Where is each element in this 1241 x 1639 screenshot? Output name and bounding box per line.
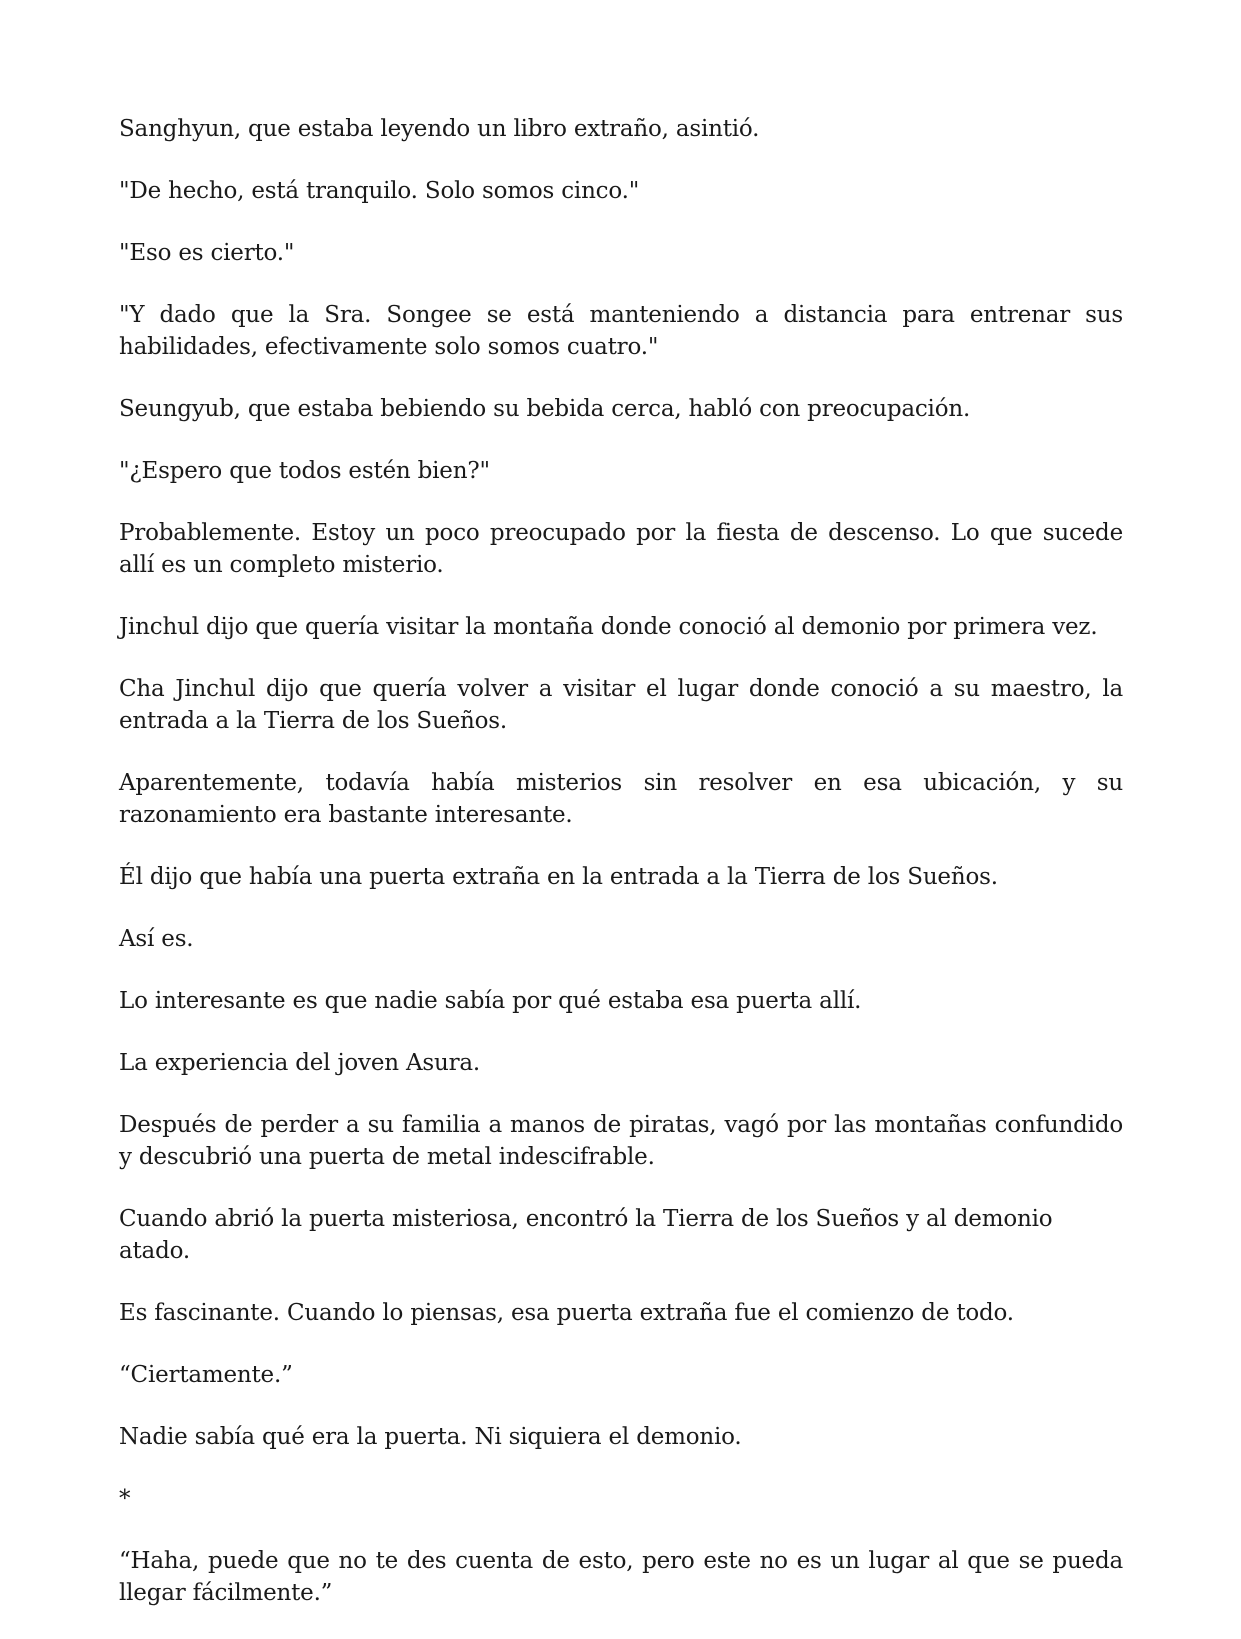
paragraph-10: Aparentemente, todavía había misterios sin resolver en esa ubicación, y su razonamiento era bastante interesante.: [119, 770, 1123, 828]
paragraph-17: Es fascinante. Cuando lo piensas, esa puerta extraña fue el comienzo de todo.: [119, 1300, 1014, 1326]
paragraph-18: “Ciertamente.”: [119, 1362, 293, 1388]
paragraph-20: “Haha, puede que no te des cuenta de esto, pero este no es un lugar al que se pueda llegar fácilmente.”: [119, 1548, 1123, 1606]
paragraph-1: Sanghyun, que estaba leyendo un libro extraño, asintió.: [119, 116, 760, 142]
paragraph-4: "Y dado que la Sra. Songee se está manteniendo a distancia para entrenar sus habilidades, efectivamente solo somos cuatro.": [119, 302, 1123, 360]
paragraph-9: Cha Jinchul dijo que quería volver a visitar el lugar donde conoció a su maestro, la entrada a la Tierra de los Sueños.: [119, 676, 1123, 734]
paragraph-19: Nadie sabía qué era la puerta. Ni siquiera el demonio.: [119, 1424, 742, 1450]
paragraph-5: Seungyub, que estaba bebiendo su bebida cerca, habló con preocupación.: [119, 396, 971, 422]
paragraph-12: Así es.: [119, 926, 194, 952]
scene-break: *: [119, 1486, 131, 1512]
paragraph-7: Probablemente. Estoy un poco preocupado por la fiesta de descenso. Lo que sucede allí es un completo misterio.: [119, 520, 1123, 578]
paragraph-13: Lo interesante es que nadie sabía por qué estaba esa puerta allí.: [119, 988, 862, 1014]
paragraph-14: La experiencia del joven Asura.: [119, 1050, 481, 1076]
paragraph-2: "De hecho, está tranquilo. Solo somos cinco.": [119, 178, 640, 204]
paragraph-16: Cuando abrió la puerta misteriosa, encontró la Tierra de los Sueños y al demonio atado.: [119, 1206, 1053, 1264]
paragraph-8: Jinchul dijo que quería visitar la montaña donde conoció al demonio por primera vez.: [119, 614, 1098, 640]
paragraph-6: "¿Espero que todos estén bien?": [119, 458, 490, 484]
paragraph-15: Después de perder a su familia a manos de piratas, vagó por las montañas confundido y descubrió una puerta de metal indescifrable.: [119, 1112, 1123, 1170]
paragraph-3: "Eso es cierto.": [119, 240, 295, 266]
document-body: [119, 113, 1123, 1639]
paragraph-11: Él dijo que había una puerta extraña en la entrada a la Tierra de los Sueños.: [119, 864, 998, 890]
